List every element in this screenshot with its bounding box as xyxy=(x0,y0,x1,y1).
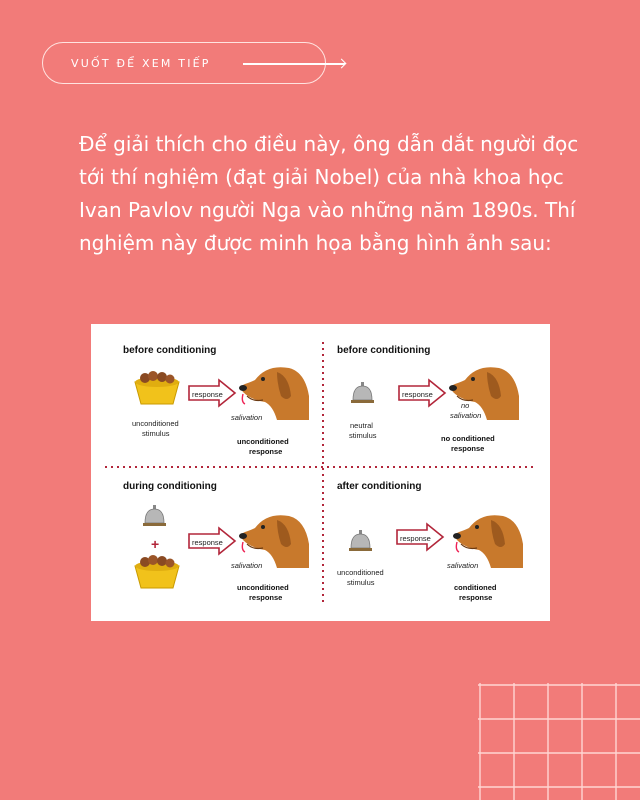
stimulus-label-line1: unconditioned xyxy=(132,419,179,428)
food-bowl-icon xyxy=(135,371,179,404)
food-bowl-icon xyxy=(135,555,179,588)
stimulus-label-line2: stimulus xyxy=(142,429,170,438)
result-label-line1: unconditioned xyxy=(237,437,289,446)
stimulus-label-line2: stimulus xyxy=(349,431,377,440)
result-label-line2: response xyxy=(451,444,485,453)
swipe-label: VUỐT ĐỂ XEM TIẾP xyxy=(71,56,211,70)
swipe-next-button[interactable] xyxy=(42,42,326,84)
bell-icon xyxy=(349,530,372,551)
panel-during-conditioning xyxy=(123,481,309,602)
panel-title: before conditioning xyxy=(337,345,431,356)
dog-label-line2: salivation xyxy=(450,411,482,420)
body-paragraph: Để giải thích cho điều này, ông dẫn dắt người đọc tới thí nghiệm (đạt giải Nobel) của nhà khoa học Ivan Pavlov người Nga vào những năm 1890s. Thí nghiệm này được minh họa bằng hình ảnh sau: xyxy=(79,132,579,255)
panel-before-conditioning-bell xyxy=(337,345,519,453)
dog-label: salivation xyxy=(231,561,263,570)
decorative-grid xyxy=(478,683,640,800)
result-label-line1: unconditioned xyxy=(237,583,289,592)
result-label-line2: response xyxy=(249,593,283,602)
arrow-label: response xyxy=(402,390,433,399)
stimulus-label-line2: stimulus xyxy=(347,578,375,587)
bell-icon xyxy=(143,505,166,526)
result-label-line2: response xyxy=(249,447,283,456)
arrow-right-icon xyxy=(243,63,345,65)
plus-sign: + xyxy=(151,536,160,552)
result-label-line1: conditioned xyxy=(454,583,497,592)
bell-icon xyxy=(351,382,374,403)
arrow-label: response xyxy=(400,534,431,543)
panel-before-conditioning-food xyxy=(123,345,309,456)
result-label-line1: no conditioned xyxy=(441,434,495,443)
panel-after-conditioning xyxy=(337,481,523,602)
arrow-label: response xyxy=(192,390,223,399)
panel-title: after conditioning xyxy=(337,481,422,492)
dog-label: salivation xyxy=(447,561,479,570)
stimulus-label-line1: unconditioned xyxy=(337,568,384,577)
pavlov-illustration xyxy=(91,324,550,621)
arrow-label: response xyxy=(192,538,223,547)
dog-label: salivation xyxy=(231,413,263,422)
dog-label-line1: no xyxy=(461,401,470,410)
panel-title: during conditioning xyxy=(123,481,217,492)
panel-title: before conditioning xyxy=(123,345,217,356)
result-label-line2: response xyxy=(459,593,493,602)
stimulus-label-line1: neutral xyxy=(350,421,373,430)
